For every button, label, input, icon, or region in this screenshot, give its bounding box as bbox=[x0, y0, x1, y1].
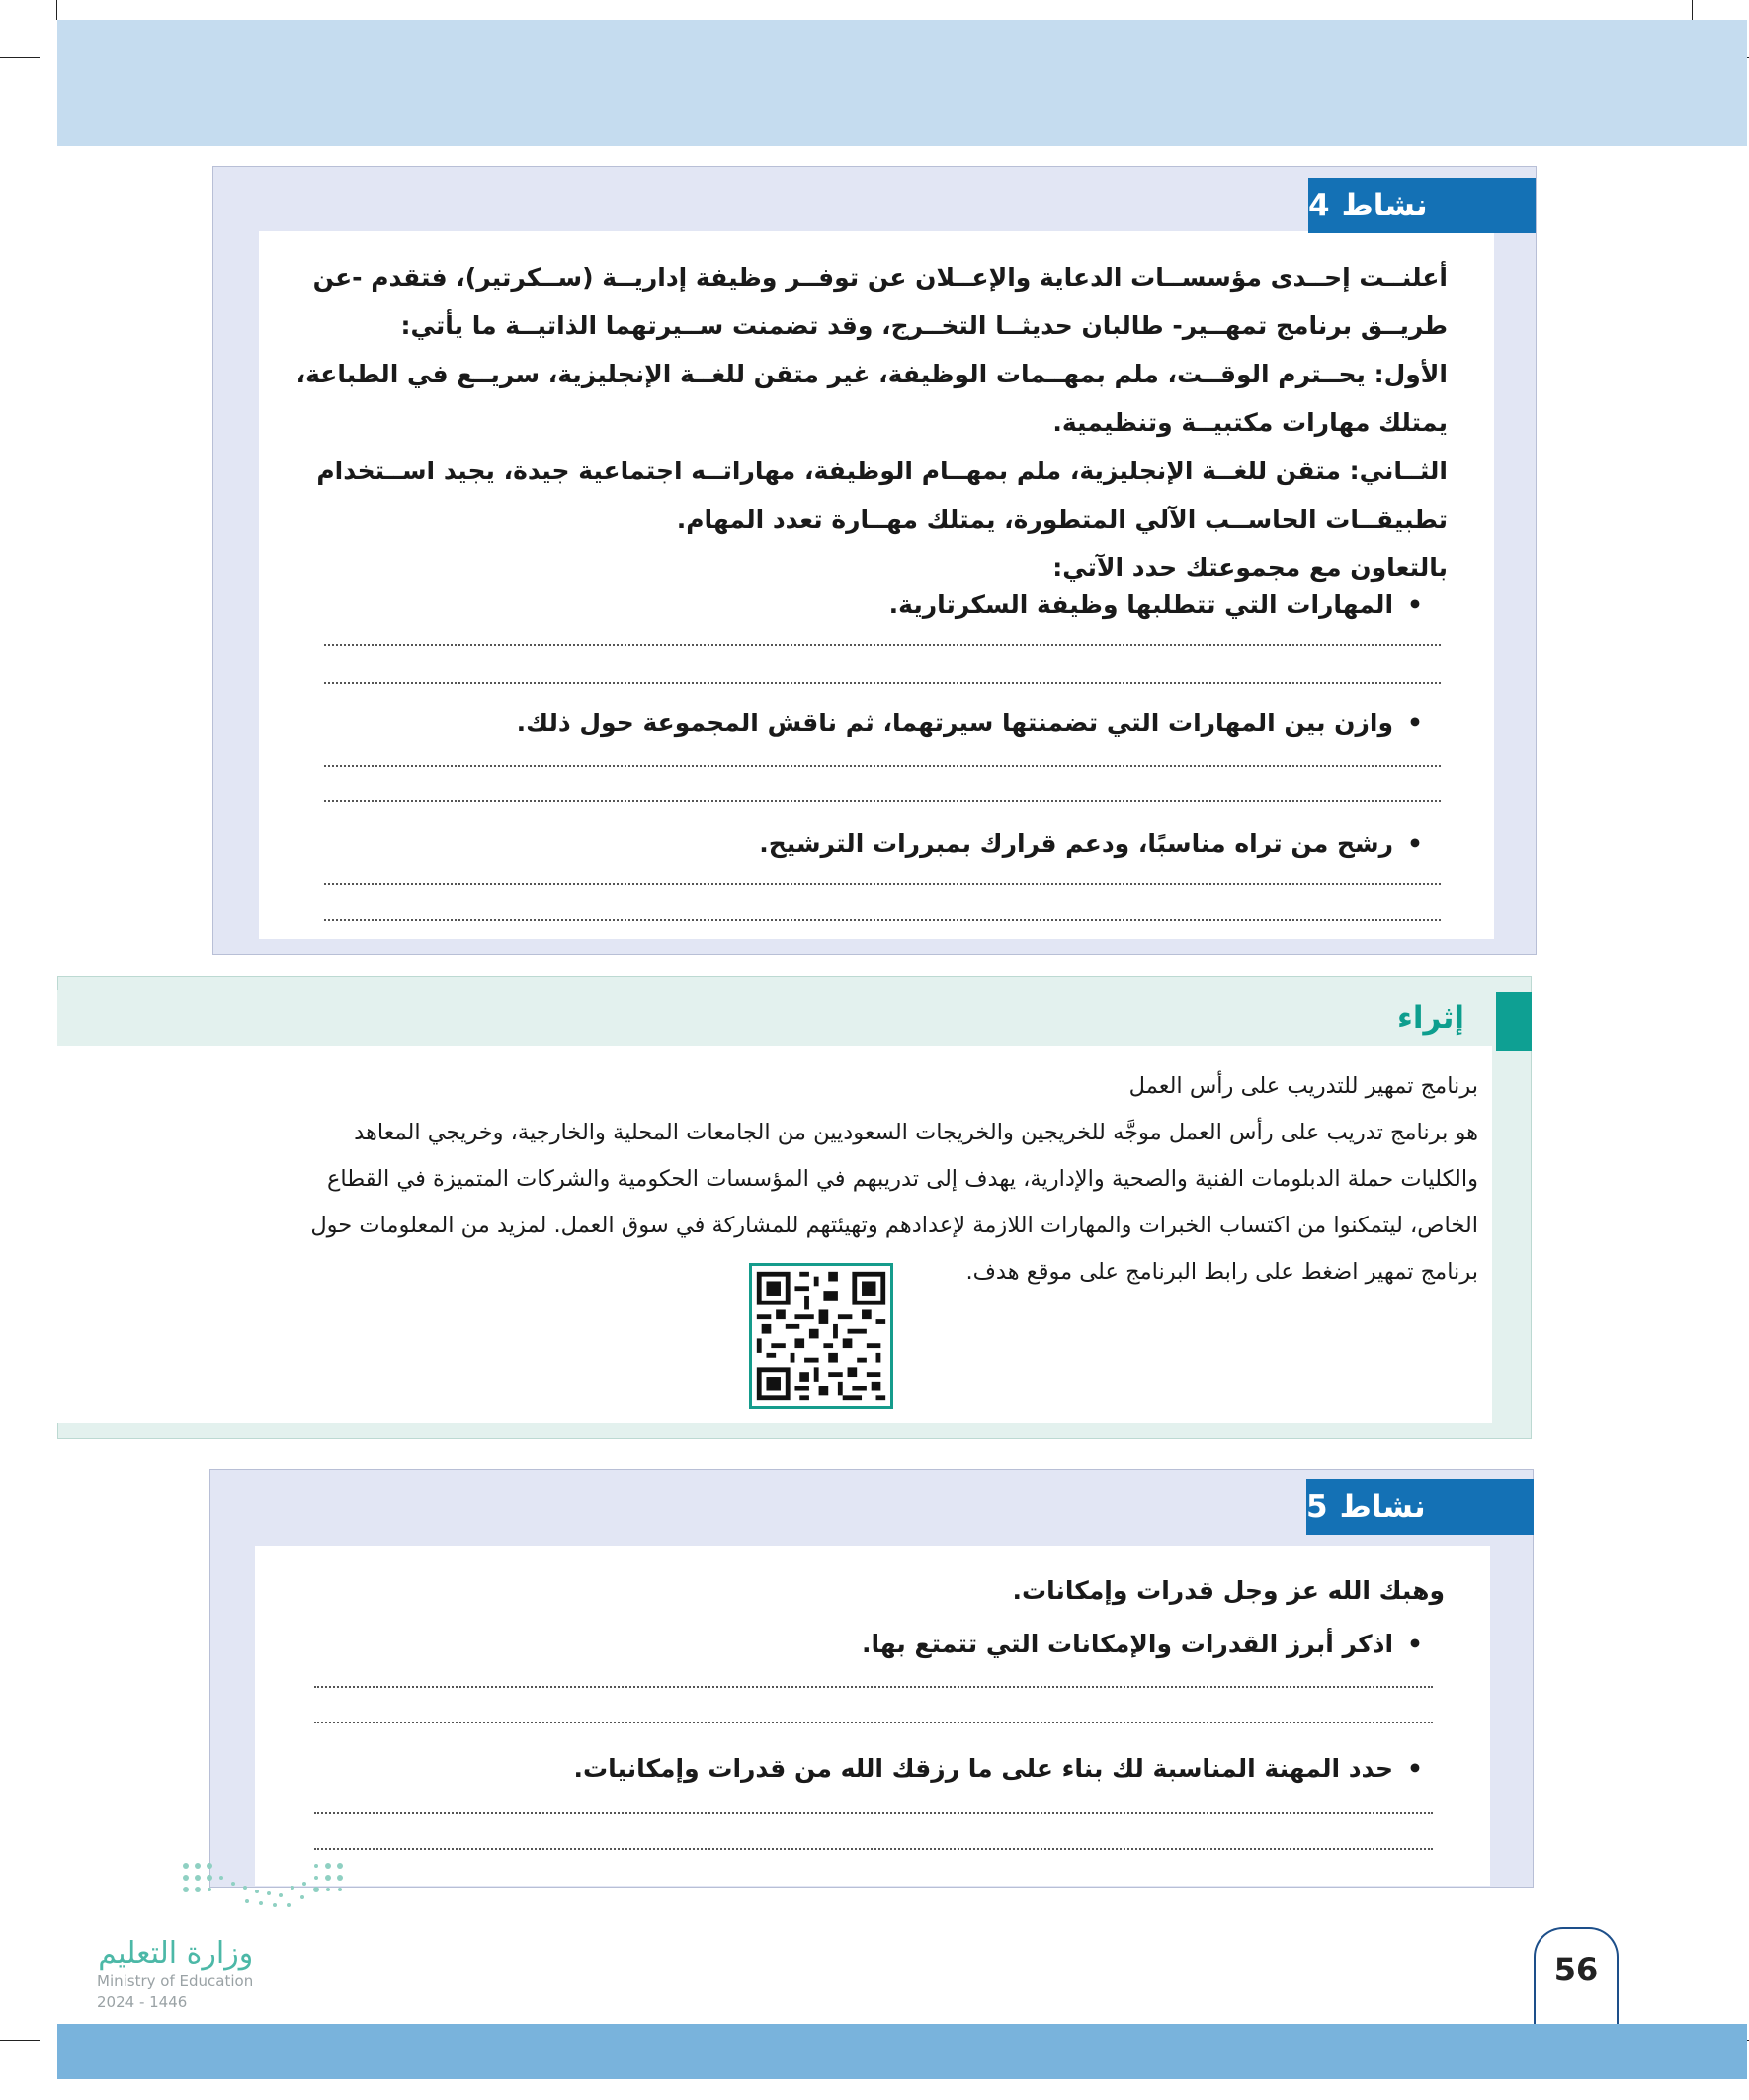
answer-line[interactable] bbox=[324, 883, 1441, 885]
edition-year: 2024 - 1446 bbox=[97, 1993, 188, 2011]
activity-5-word: نشاط bbox=[1339, 1489, 1426, 1525]
enrichment-line: برنامج تمهير اضغط على رابط البرنامج على موقع هدف. bbox=[965, 1259, 1478, 1285]
ministry-logo-dots-icon bbox=[178, 1858, 354, 1917]
ministry-logo bbox=[97, 1937, 253, 2012]
paragraph-line: الثــاني: متقن للغــة الإنجليزية، ملم بمهــام الوظيفة، مهاراتــه اجتماعية جيدة، يجيد اســتخدام bbox=[316, 457, 1448, 485]
enrichment-title: إثراء bbox=[1396, 1000, 1464, 1036]
paragraph-line: بالتعاون مع مجموعتك حدد الآتي: bbox=[1052, 553, 1448, 582]
bullet-text: حدد المهنة المناسبة لك بناء على ما رزقك الله من قدرات وإمكانيات. bbox=[573, 1754, 1394, 1783]
bullet-text: اذكر أبرز القدرات والإمكانات التي تتمتع بها. bbox=[862, 1630, 1394, 1658]
footer-band bbox=[57, 2024, 1747, 2079]
crop-mark bbox=[56, 0, 57, 20]
enrichment-marker bbox=[1496, 992, 1532, 1051]
enrichment-line: برنامج تمهير للتدريب على رأس العمل bbox=[1128, 1073, 1478, 1099]
bullet-text: رشح من تراه مناسبًا، ودعم قرارك بمبررات الترشيح. bbox=[759, 829, 1394, 858]
activity-4-paragraph bbox=[292, 253, 1448, 592]
answer-line[interactable] bbox=[314, 1812, 1433, 1814]
activity-4-word: نشاط bbox=[1341, 188, 1428, 223]
crop-mark bbox=[0, 57, 40, 58]
bullet-dot: • bbox=[1407, 829, 1423, 858]
answer-line[interactable] bbox=[314, 1848, 1433, 1850]
answer-line[interactable] bbox=[324, 644, 1441, 646]
ministry-name-english: Ministry of Education bbox=[97, 1973, 254, 1990]
page-number: 56 bbox=[1553, 1951, 1599, 1988]
header-band bbox=[57, 20, 1747, 146]
bullet-text: المهارات التي تتطلبها وظيفة السكرتارية. bbox=[888, 590, 1394, 619]
answer-line[interactable] bbox=[324, 800, 1441, 802]
activity-4-bullet bbox=[494, 704, 1423, 743]
activity-4-bullet bbox=[593, 824, 1423, 864]
paragraph-line: أعلنــت إحــدى مؤسســات الدعاية والإعــلان عن توفــر وظيفة إداريــة (ســكرتير)، فتقدم -عن bbox=[312, 263, 1448, 292]
qr-code-graphic bbox=[752, 1266, 890, 1406]
bullet-text: وازن بين المهارات التي تضمنتها سيرتهما، ثم ناقش المجموعة حول ذلك. bbox=[516, 709, 1394, 737]
paragraph-line: طريــق برنامج تمهــير- طالبان حديثــا التخــرج، وقد تضمنت ســيرتهما الذاتيــة ما يأتي: bbox=[400, 311, 1448, 340]
activity-4-tab bbox=[1308, 178, 1536, 233]
enrichment-text bbox=[253, 1063, 1478, 1296]
bullet-dot: • bbox=[1407, 1754, 1423, 1783]
activity-4-number: 4 bbox=[1308, 188, 1330, 223]
answer-line[interactable] bbox=[314, 1686, 1433, 1688]
enrichment-header bbox=[57, 990, 1494, 1046]
qr-code[interactable] bbox=[749, 1263, 893, 1409]
activity-5-bullet bbox=[553, 1749, 1423, 1789]
paragraph-line: يمتلك مهارات مكتبيــة وتنظيمية. bbox=[1052, 408, 1448, 437]
ministry-name-arabic: وزارة التعليم bbox=[98, 1936, 254, 1971]
answer-line[interactable] bbox=[324, 765, 1441, 767]
paragraph-line: الأول: يحــترم الوقــت، ملم بمهــمات الوظيفة، غير متقن للغــة الإنجليزية، سريــع في الطباعة، bbox=[295, 360, 1448, 388]
paragraph-line: تطبيقــات الحاســب الآلي المتطورة، يمتلك مهــارة تعدد المهام. bbox=[676, 505, 1448, 534]
enrichment-line: هو برنامج تدريب على رأس العمل موجَّه للخريجين والخريجات السعوديين من الجامعات المحلية والخارجية، وخريجي المعاهد bbox=[354, 1120, 1478, 1145]
answer-line[interactable] bbox=[314, 1722, 1433, 1723]
bullet-dot: • bbox=[1407, 1630, 1423, 1658]
answer-line[interactable] bbox=[324, 682, 1441, 684]
activity-5-intro: وهبك الله عز وجل قدرات وإمكانات. bbox=[1012, 1576, 1445, 1605]
crop-mark bbox=[1692, 0, 1693, 20]
activity-5-tab bbox=[1306, 1479, 1534, 1535]
bullet-dot: • bbox=[1407, 590, 1423, 619]
activity-5-bullet bbox=[692, 1625, 1423, 1664]
bullet-dot: • bbox=[1407, 709, 1423, 737]
activity-4-bullet bbox=[593, 585, 1423, 625]
crop-mark bbox=[0, 2040, 40, 2041]
enrichment-line: والكليات حملة الدبلومات الفنية والصحية والإدارية، يهدف إلى تدريبهم في المؤسسات الحكومية والشركات المتميزة في القطاع bbox=[327, 1166, 1478, 1192]
enrichment-line: الخاص، ليتمكنوا من اكتساب الخبرات والمهارات اللازمة لإعدادهم وتهيئتهم للمشاركة في سوق العمل. لمزيد من المعلومات حول bbox=[310, 1213, 1478, 1238]
answer-line[interactable] bbox=[324, 919, 1441, 921]
activity-5-number: 5 bbox=[1306, 1489, 1328, 1525]
